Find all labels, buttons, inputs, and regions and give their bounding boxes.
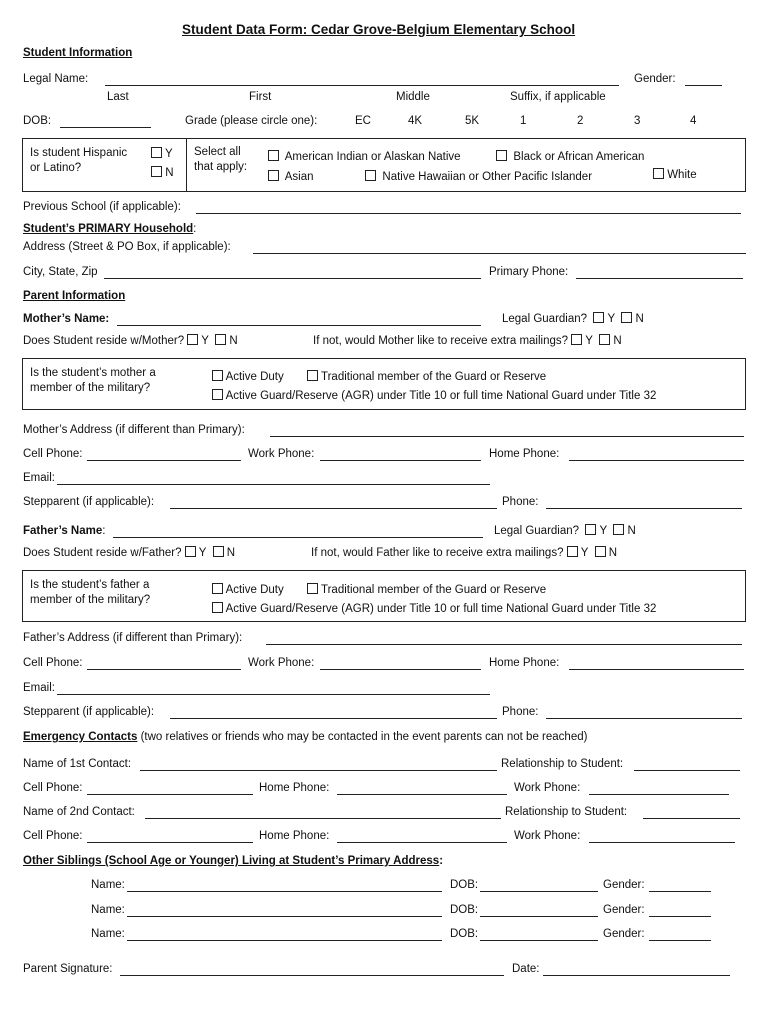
mother-email-field[interactable] xyxy=(57,484,490,485)
checkbox-icon[interactable] xyxy=(268,150,279,161)
first-sublabel: First xyxy=(249,91,272,103)
contact2-relationship-label: Relationship to Student: xyxy=(505,806,628,818)
siblings-heading xyxy=(23,855,443,867)
date-field[interactable] xyxy=(543,975,730,976)
date-label: Date: xyxy=(512,963,540,975)
dob-label: DOB: xyxy=(23,115,52,127)
contact1-home-label: Home Phone: xyxy=(259,782,330,794)
checkbox-icon[interactable] xyxy=(621,312,632,323)
sibling2-dob-field[interactable] xyxy=(480,916,598,917)
ethnicity-divider xyxy=(186,138,187,192)
previous-school-label: Previous School (if applicable): xyxy=(23,201,181,213)
yes-label: Y xyxy=(580,547,589,559)
legal-guardian-label: Legal Guardian? xyxy=(502,313,588,325)
contact2-work-field[interactable] xyxy=(589,842,735,843)
active-duty-label: Active Duty xyxy=(225,371,284,383)
mother-stepparent-phone-field[interactable] xyxy=(546,508,742,509)
grade-label: Grade (please circle one): xyxy=(185,115,318,127)
father-name-colon: : xyxy=(102,525,106,537)
student-info-heading: Student Information xyxy=(23,47,133,59)
father-stepparent-field[interactable] xyxy=(170,718,497,719)
contact2-field[interactable] xyxy=(145,818,501,819)
no-label: N xyxy=(229,335,238,347)
sibling1-gender-field[interactable] xyxy=(649,891,711,892)
address-field[interactable] xyxy=(253,253,746,254)
grade-option[interactable]: 2 xyxy=(577,115,584,127)
mother-email-label: Email: xyxy=(23,472,55,484)
hispanic-no[interactable] xyxy=(151,166,174,179)
mother-stepparent-field[interactable] xyxy=(170,508,497,509)
gender-field[interactable] xyxy=(685,85,722,86)
reside-mother-label: Does Student reside w/Mother? xyxy=(23,335,185,347)
active-duty-label: Active Duty xyxy=(225,584,284,596)
hispanic-label-2: or Latino? xyxy=(30,162,82,174)
mother-cell-label: Cell Phone: xyxy=(23,448,83,460)
father-home-label: Home Phone: xyxy=(489,657,560,669)
father-work-label: Work Phone: xyxy=(248,657,315,669)
father-email-label: Email: xyxy=(23,682,55,694)
previous-school-field[interactable] xyxy=(196,213,741,214)
primary-phone-label: Primary Phone: xyxy=(489,266,569,278)
grade-option[interactable]: 4K xyxy=(408,115,423,127)
father-address-label: Father’s Address (if different than Primary): xyxy=(23,632,243,644)
parent-signature-label: Parent Signature: xyxy=(23,963,113,975)
contact1-home-field[interactable] xyxy=(337,794,507,795)
father-work-field[interactable] xyxy=(320,669,481,670)
hispanic-no-label: N xyxy=(165,167,174,179)
checkbox-icon[interactable] xyxy=(215,334,226,345)
sibling3-name-label: Name: xyxy=(91,928,125,940)
contact1-cell-field[interactable] xyxy=(87,794,253,795)
agr-label: Active Guard/Reserve (AGR) under Title 10 or full time National Guard under Title 32 xyxy=(225,603,657,615)
contact2-work-label: Work Phone: xyxy=(514,830,581,842)
siblings-heading-colon: : xyxy=(439,855,444,867)
father-address-field[interactable] xyxy=(266,644,742,645)
sibling3-gender-field[interactable] xyxy=(649,940,711,941)
mother-active-duty xyxy=(212,370,284,383)
legal-name-label: Legal Name: xyxy=(23,73,89,85)
mother-mailings-label: If not, would Mother like to receive extra mailings? xyxy=(313,335,569,347)
mother-stepparent-label: Stepparent (if applicable): xyxy=(23,496,155,508)
checkbox-icon[interactable] xyxy=(567,546,578,557)
checkbox-icon[interactable] xyxy=(268,170,279,181)
city-label: City, State, Zip xyxy=(23,266,98,278)
father-traditional xyxy=(307,583,546,596)
sibling1-gender-label: Gender: xyxy=(603,879,645,891)
father-name-label-text: Father’s Name xyxy=(23,525,103,537)
military-mother-label-2: member of the military? xyxy=(30,382,151,394)
contact1-relationship-label: Relationship to Student: xyxy=(501,758,624,770)
father-cell-field[interactable] xyxy=(87,669,241,670)
checkbox-icon[interactable] xyxy=(212,583,223,594)
sibling1-name-field[interactable] xyxy=(127,891,442,892)
mother-stepparent-phone-label: Phone: xyxy=(502,496,539,508)
mother-cell-field[interactable] xyxy=(87,460,241,461)
yes-label: Y xyxy=(607,313,615,325)
sibling2-name-label: Name: xyxy=(91,904,125,916)
contact2-home-label: Home Phone: xyxy=(259,830,330,842)
race-white[interactable] xyxy=(653,168,697,181)
legal-guardian-label: Legal Guardian? xyxy=(494,525,580,537)
grade-option[interactable]: 1 xyxy=(520,115,527,127)
race-asian[interactable] xyxy=(268,170,314,183)
reside-father xyxy=(23,546,235,559)
ethnicity-race-box xyxy=(22,138,746,192)
no-label: N xyxy=(613,335,622,347)
agr-label: Active Guard/Reserve (AGR) under Title 10 or full time National Guard under Title 32 xyxy=(225,390,657,402)
contact1-cell-label: Cell Phone: xyxy=(23,782,83,794)
yes-label: Y xyxy=(585,335,593,347)
traditional-label: Traditional member of the Guard or Reserve xyxy=(321,371,547,383)
father-stepparent-phone-label: Phone: xyxy=(502,706,539,718)
checkbox-icon[interactable] xyxy=(599,334,610,345)
race-asian-label: Asian xyxy=(284,171,314,183)
reside-mother xyxy=(23,334,238,347)
checkbox-icon[interactable] xyxy=(307,583,318,594)
father-name-field[interactable] xyxy=(113,537,483,538)
grade-option[interactable]: 5K xyxy=(465,115,480,127)
select-all-label: Select all xyxy=(194,146,241,158)
siblings-heading-text: Other Siblings (School Age or Younger) Living at Student’s Primary Address xyxy=(23,855,440,867)
hispanic-yes-label: Y xyxy=(165,148,173,160)
father-mailings xyxy=(311,546,617,559)
father-active-duty xyxy=(212,583,284,596)
checkbox-icon[interactable] xyxy=(213,546,224,557)
form-title: Student Data Form: Cedar Grove-Belgium Elementary School xyxy=(182,22,576,37)
mother-agr xyxy=(212,389,656,402)
yes-label: Y xyxy=(201,335,209,347)
father-legal-guardian xyxy=(494,524,636,537)
mother-home-field[interactable] xyxy=(569,460,744,461)
address-label: Address (Street & PO Box, if applicable): xyxy=(23,241,231,253)
contact1-work-label: Work Phone: xyxy=(514,782,581,794)
checkbox-icon[interactable] xyxy=(212,602,223,613)
checkbox-icon[interactable] xyxy=(593,312,604,323)
sibling1-dob-label: DOB: xyxy=(450,879,479,891)
checkbox-icon[interactable] xyxy=(151,147,162,158)
contact1-field[interactable] xyxy=(140,770,497,771)
middle-sublabel: Middle xyxy=(396,91,430,103)
reside-father-label: Does Student reside w/Father? xyxy=(23,547,182,559)
contact2-cell-field[interactable] xyxy=(87,842,253,843)
sibling3-gender-label: Gender: xyxy=(603,928,645,940)
contact2-home-field[interactable] xyxy=(337,842,507,843)
household-heading xyxy=(23,223,196,235)
mother-home-label: Home Phone: xyxy=(489,448,560,460)
checkbox-icon[interactable] xyxy=(307,370,318,381)
checkbox-icon[interactable] xyxy=(571,334,582,345)
dob-field[interactable] xyxy=(60,127,151,128)
race-black-label: Black or African American xyxy=(513,151,645,163)
race-hawaiian-label: Native Hawaiian or Other Pacific Islander xyxy=(382,171,593,183)
parent-signature-field[interactable] xyxy=(120,975,504,976)
mother-legal-guardian xyxy=(502,312,644,325)
father-home-field[interactable] xyxy=(569,669,744,670)
contact2-cell-label: Cell Phone: xyxy=(23,830,83,842)
city-field[interactable] xyxy=(104,278,481,279)
military-mother-label: Is the student’s mother a xyxy=(30,367,156,379)
contact2-relationship-field[interactable] xyxy=(643,818,740,819)
father-mailings-label: If not, would Father like to receive extra mailings? xyxy=(311,547,564,559)
legal-name-field[interactable] xyxy=(105,85,619,86)
no-label: N xyxy=(627,525,636,537)
mother-name-field[interactable] xyxy=(117,325,481,326)
no-label: N xyxy=(608,547,618,559)
father-stepparent-phone-field[interactable] xyxy=(546,718,742,719)
last-sublabel: Last xyxy=(107,91,129,103)
checkbox-icon[interactable] xyxy=(212,370,223,381)
military-father-label: Is the student’s father a xyxy=(30,579,150,591)
race-american-indian[interactable] xyxy=(268,150,461,163)
household-heading-colon: : xyxy=(193,223,197,235)
race-white-label: White xyxy=(667,169,697,181)
parent-info-heading: Parent Information xyxy=(23,290,126,302)
no-label: N xyxy=(226,547,236,559)
sibling2-gender-field[interactable] xyxy=(649,916,711,917)
select-all-label-2: that apply: xyxy=(194,161,248,173)
grade-option[interactable]: 4 xyxy=(690,115,697,127)
contact1-work-field[interactable] xyxy=(589,794,729,795)
sibling3-dob-field[interactable] xyxy=(480,940,598,941)
checkbox-icon[interactable] xyxy=(212,389,223,400)
contact2-label: Name of 2nd Contact: xyxy=(23,806,135,818)
sibling2-gender-label: Gender: xyxy=(603,904,645,916)
grade-option[interactable]: 3 xyxy=(634,115,641,127)
father-email-field[interactable] xyxy=(57,694,490,695)
sibling2-name-field[interactable] xyxy=(127,916,442,917)
checkbox-icon[interactable] xyxy=(585,524,596,535)
checkbox-icon[interactable] xyxy=(595,546,606,557)
checkbox-icon[interactable] xyxy=(613,524,624,535)
sibling2-dob-label: DOB: xyxy=(450,904,479,916)
father-cell-label: Cell Phone: xyxy=(23,657,83,669)
hispanic-label: Is student Hispanic xyxy=(30,147,128,159)
hispanic-yes[interactable] xyxy=(151,147,173,160)
mother-traditional xyxy=(307,370,546,383)
primary-phone-field[interactable] xyxy=(576,278,743,279)
household-heading-text: Student’s PRIMARY Household xyxy=(23,223,194,235)
sibling3-name-field[interactable] xyxy=(127,940,442,941)
mother-work-field[interactable] xyxy=(320,460,481,461)
emergency-heading xyxy=(23,731,587,743)
contact1-label: Name of 1st Contact: xyxy=(23,758,132,770)
yes-label: Y xyxy=(599,525,607,537)
emergency-note: (two relatives or friends who may be contacted in the event parents can not be reached) xyxy=(137,731,588,743)
mother-name-label: Mother’s Name: xyxy=(23,313,110,325)
mother-mailings xyxy=(313,334,622,347)
checkbox-icon[interactable] xyxy=(187,334,198,345)
race-black[interactable] xyxy=(496,150,644,163)
sibling3-dob-label: DOB: xyxy=(450,928,479,940)
gender-label: Gender: xyxy=(634,73,676,85)
yes-label: Y xyxy=(198,547,207,559)
no-label: N xyxy=(635,313,644,325)
sibling1-dob-field[interactable] xyxy=(480,891,598,892)
checkbox-icon[interactable] xyxy=(653,168,664,179)
emergency-heading-text: Emergency Contacts xyxy=(23,731,138,743)
father-name-label xyxy=(23,525,105,537)
mother-address-field[interactable] xyxy=(270,436,744,437)
military-father-label-2: member of the military? xyxy=(30,594,151,606)
checkbox-icon[interactable] xyxy=(365,170,376,181)
sibling1-name-label: Name: xyxy=(91,879,125,891)
checkbox-icon[interactable] xyxy=(151,166,162,177)
race-american-indian-label: American Indian or Alaskan Native xyxy=(284,151,461,163)
father-agr xyxy=(212,602,656,615)
contact1-relationship-field[interactable] xyxy=(634,770,740,771)
mother-work-label: Work Phone: xyxy=(248,448,315,460)
grade-option[interactable]: EC xyxy=(355,115,371,127)
suffix-sublabel: Suffix, if applicable xyxy=(510,91,606,103)
checkbox-icon[interactable] xyxy=(496,150,507,161)
race-hawaiian[interactable] xyxy=(365,170,592,183)
checkbox-icon[interactable] xyxy=(185,546,196,557)
traditional-label: Traditional member of the Guard or Reserve xyxy=(321,584,547,596)
mother-address-label: Mother’s Address (if different than Primary): xyxy=(23,424,245,436)
father-stepparent-label: Stepparent (if applicable): xyxy=(23,706,155,718)
